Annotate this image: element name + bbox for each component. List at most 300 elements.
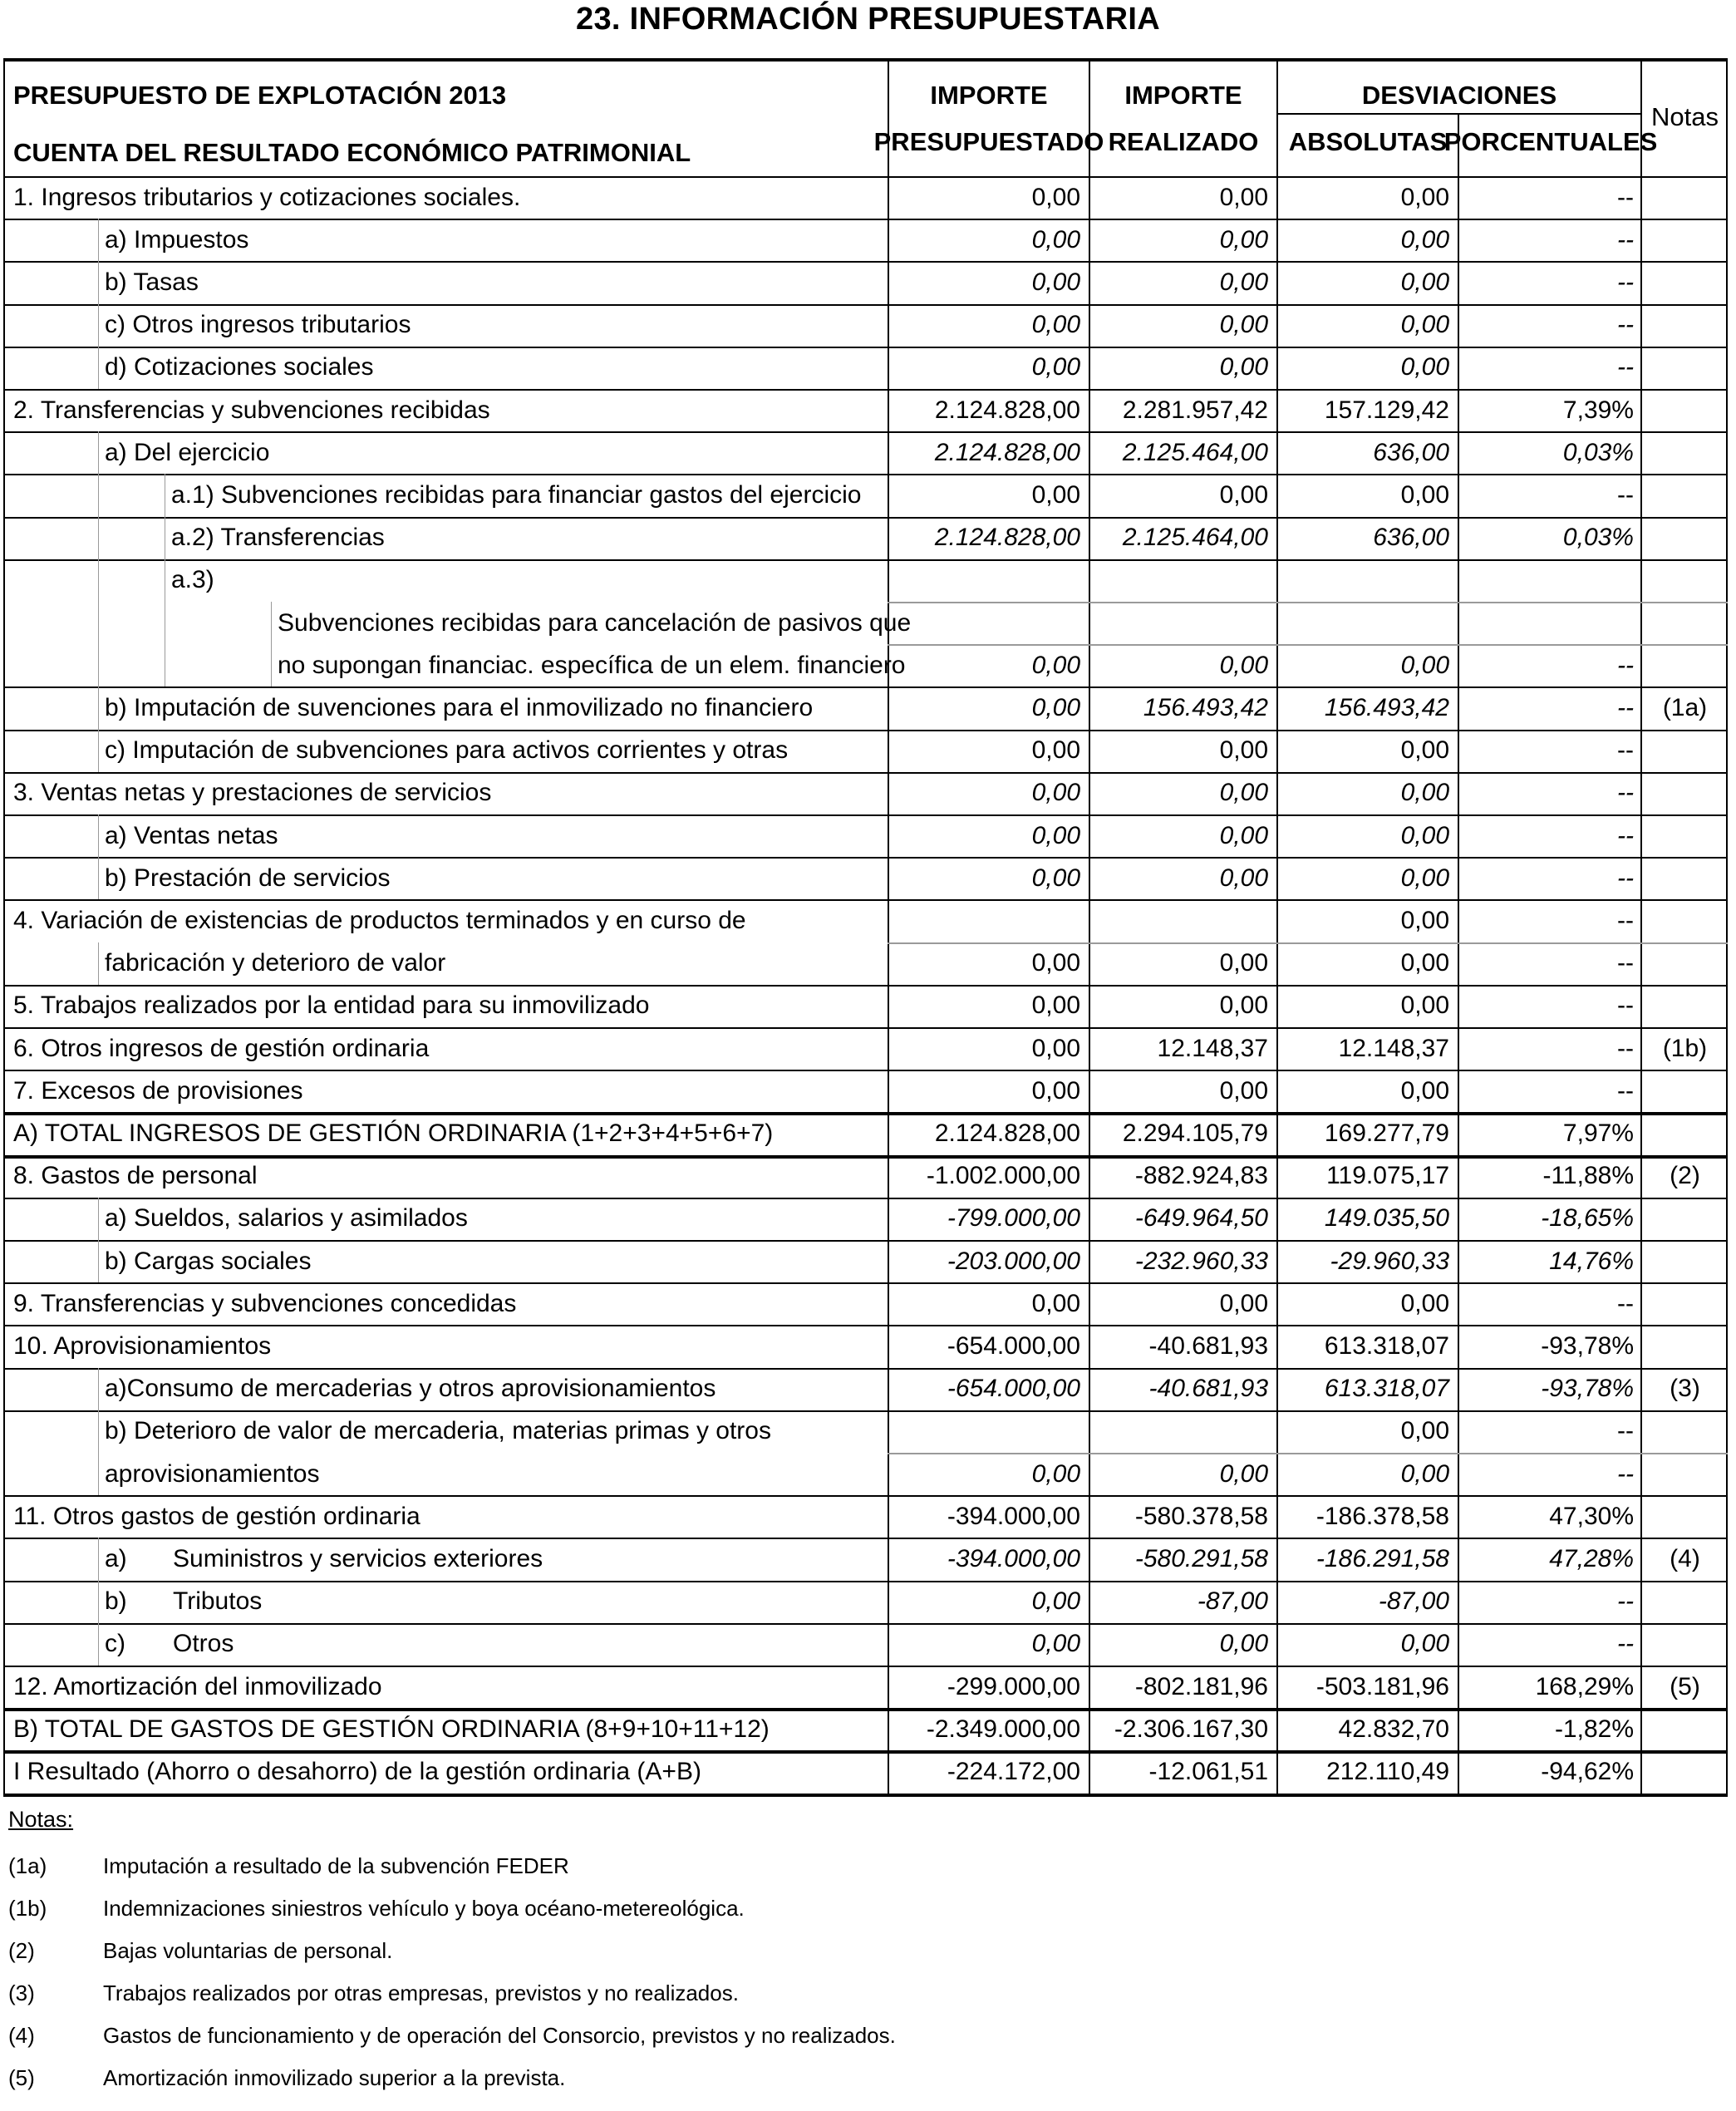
cell-porcentuales [1459, 602, 1642, 644]
cell-absolutas: 0,00 [1400, 906, 1449, 934]
cell-presupuestado: -224.172,00 [947, 1757, 1080, 1785]
cell-realizado: -802.181,96 [1134, 1672, 1268, 1700]
cell-absolutas: 0,00 [1400, 1076, 1449, 1105]
grid-line [98, 559, 99, 602]
cell-realizado: -232.960,33 [1134, 1247, 1268, 1275]
grid-line [271, 602, 272, 644]
row-label: Subvenciones recibidas para cancelación de pasivos que [278, 608, 912, 637]
row-sublabel: Otros [173, 1630, 234, 1658]
cell-nota [1642, 814, 1728, 857]
cell-realizado [1090, 899, 1276, 942]
cell-nota [1642, 389, 1728, 431]
header-notas: Notas [1651, 101, 1719, 131]
grid-line [3, 686, 1728, 688]
cell-presupuestado: -203.000,00 [947, 1247, 1080, 1275]
row-label: c) [105, 1630, 125, 1658]
grid-line [1640, 58, 1642, 1794]
cell-porcentuales: -- [1617, 651, 1634, 679]
table-row [3, 686, 1728, 729]
cell-realizado: -882.924,83 [1134, 1162, 1268, 1190]
cell-absolutas [1278, 559, 1458, 602]
cell-porcentuales: 168,29% [1535, 1672, 1634, 1700]
cell-porcentuales: -- [1617, 480, 1634, 509]
row-label: c) Otros ingresos tributarios [105, 311, 411, 339]
table-row [3, 1027, 1728, 1070]
cell-nota [1642, 347, 1728, 389]
cell-porcentuales: 47,28% [1549, 1544, 1634, 1572]
row-label: 4. Variación de existencias de productos terminados y en curso de [13, 906, 746, 934]
grid-line [3, 1070, 1728, 1071]
cell-porcentuales: -- [1617, 693, 1634, 721]
table-row [3, 1708, 1728, 1750]
table-row [3, 814, 1728, 857]
row-label: 1. Ingresos tributarios y cotizaciones sociales. [13, 183, 521, 211]
cell-nota [1642, 1750, 1728, 1793]
cell-nota [1642, 899, 1728, 942]
cell-presupuestado: 0,00 [1031, 651, 1080, 679]
grid-line [3, 1155, 1728, 1159]
table-row [3, 1453, 1728, 1495]
cell-nota [1642, 1410, 1728, 1453]
grid-line [98, 1538, 99, 1580]
cell-absolutas: 636,00 [1373, 524, 1449, 552]
cell-realizado: 0,00 [1219, 183, 1268, 211]
note-item [5, 1894, 1717, 1922]
cell-porcentuales: -18,65% [1541, 1204, 1634, 1233]
table-bottom-border [3, 1794, 1728, 1797]
note-text: Amortización inmovilizado superior a la prevista. [103, 2064, 566, 2090]
grid-line [98, 644, 99, 686]
cell-absolutas: 0,00 [1400, 1417, 1449, 1445]
cell-nota [1642, 474, 1728, 516]
cell-presupuestado: -799.000,00 [947, 1204, 1080, 1233]
row-label: a.1) Subvenciones recibidas para financiar gastos del ejercicio [171, 480, 862, 509]
row-label: b) [105, 1587, 127, 1616]
cell-presupuestado [889, 1410, 1089, 1453]
cell-presupuestado: 0,00 [1031, 693, 1080, 721]
cell-presupuestado: 0,00 [1031, 736, 1080, 765]
grid-line [3, 1325, 1728, 1326]
cell-absolutas: 0,00 [1400, 992, 1449, 1020]
cell-realizado: 0,00 [1219, 1076, 1268, 1105]
note-text: Trabajos realizados por otras empresas, previstos y no realizados. [103, 1980, 739, 2005]
cell-realizado: -87,00 [1197, 1587, 1268, 1616]
cell-nota [1642, 261, 1728, 303]
table-row [3, 517, 1728, 559]
header-importe-1: IMPORTE [930, 80, 1048, 110]
grid-line [3, 1240, 1728, 1242]
header-absolutas: ABSOLUTAS [1288, 126, 1448, 156]
cell-nota [1642, 857, 1728, 899]
cell-nota [1642, 772, 1728, 814]
table-row [3, 644, 1728, 686]
cell-nota: (5) [1670, 1672, 1700, 1700]
cell-presupuestado: 0,00 [1031, 864, 1080, 892]
cell-porcentuales: 7,97% [1562, 1119, 1634, 1147]
cell-presupuestado: -2.349.000,00 [926, 1715, 1080, 1743]
cell-absolutas: 212.110,49 [1326, 1757, 1449, 1785]
table-row [3, 474, 1728, 516]
cell-nota [1642, 1112, 1728, 1154]
cell-realizado: -2.306.167,30 [1114, 1715, 1268, 1743]
cell-presupuestado: 0,00 [1031, 949, 1080, 977]
grid-line [3, 1538, 1728, 1539]
cell-presupuestado: -299.000,00 [947, 1672, 1080, 1700]
grid-line [98, 1581, 99, 1623]
grid-line [3, 814, 1728, 816]
cell-porcentuales: -- [1617, 864, 1634, 892]
note-code: (1a) [8, 1853, 47, 1878]
cell-porcentuales: -- [1617, 1034, 1634, 1062]
cell-absolutas: 0,00 [1400, 225, 1449, 253]
table-row [3, 347, 1728, 389]
cell-porcentuales: -- [1617, 1417, 1634, 1445]
grid-line [98, 730, 99, 772]
grid-line [98, 1453, 99, 1495]
cell-porcentuales: -93,78% [1541, 1375, 1634, 1403]
cell-porcentuales: -- [1617, 906, 1634, 934]
cell-porcentuales: -- [1617, 1630, 1634, 1658]
cell-absolutas: 42.832,70 [1338, 1715, 1449, 1743]
note-code: (2) [8, 1937, 35, 1963]
table-row [3, 1070, 1728, 1112]
cell-porcentuales: -94,62% [1541, 1757, 1634, 1785]
cell-porcentuales: -- [1617, 353, 1634, 381]
cell-realizado: -580.378,58 [1134, 1502, 1268, 1530]
row-label: d) Cotizaciones sociales [105, 353, 374, 381]
cell-presupuestado: 0,00 [1031, 268, 1080, 296]
row-label: fabricación y deterioro de valor [105, 949, 446, 977]
grid-line [98, 1240, 99, 1282]
row-label: a.2) Transferencias [171, 524, 385, 552]
cell-realizado: 0,00 [1219, 1630, 1268, 1658]
budget-table [3, 58, 1728, 1792]
table-row [3, 176, 1728, 219]
table-row [3, 1581, 1728, 1623]
cell-presupuestado: 0,00 [1031, 992, 1080, 1020]
cell-presupuestado: 0,00 [1031, 183, 1080, 211]
header-importe-2: IMPORTE [1124, 80, 1242, 110]
cell-absolutas: -186.378,58 [1316, 1502, 1449, 1530]
table-row [3, 942, 1728, 985]
grid-line [3, 431, 1728, 433]
cell-realizado: 0,00 [1219, 225, 1268, 253]
table-row [3, 1666, 1728, 1708]
row-label: b) Deterioro de valor de mercaderia, materias primas y otros [105, 1417, 771, 1445]
table-row [3, 1240, 1728, 1282]
row-label: A) TOTAL INGRESOS DE GESTIÓN ORDINARIA (1+2+3+4+5+6+7) [13, 1119, 774, 1147]
grid-line [3, 517, 1728, 519]
cell-realizado: 0,00 [1219, 1289, 1268, 1317]
row-label: 3. Ventas netas y prestaciones de servicios [13, 779, 492, 807]
grid-line [888, 602, 1728, 603]
cell-realizado: 0,00 [1219, 821, 1268, 849]
cell-porcentuales: -- [1617, 1587, 1634, 1616]
row-label: a) Ventas netas [105, 821, 278, 849]
cell-realizado: -40.681,93 [1148, 1375, 1268, 1403]
cell-nota [1642, 602, 1728, 644]
cell-nota: (3) [1670, 1375, 1700, 1403]
grid-line [98, 474, 99, 516]
cell-presupuestado: -654.000,00 [947, 1331, 1080, 1360]
grid-line [888, 942, 1728, 944]
cell-absolutas: 0,00 [1400, 353, 1449, 381]
row-label: 5. Trabajos realizados por la entidad para su inmovilizado [13, 992, 650, 1020]
cell-presupuestado: 0,00 [1031, 1587, 1080, 1616]
table-row [3, 985, 1728, 1027]
cell-nota [1642, 1240, 1728, 1282]
header-presupuestado: PRESUPUESTADO [873, 126, 1104, 156]
cell-presupuestado: 0,00 [1031, 225, 1080, 253]
grid-line [98, 942, 99, 985]
table-row [3, 304, 1728, 347]
cell-realizado: 0,00 [1219, 353, 1268, 381]
note-item [5, 1852, 1717, 1880]
row-label: a) Del ejercicio [105, 438, 270, 466]
grid-line [888, 644, 1728, 646]
cell-presupuestado: 0,00 [1031, 1289, 1080, 1317]
grid-line [3, 559, 1728, 561]
cell-absolutas: 0,00 [1400, 779, 1449, 807]
cell-absolutas: 0,00 [1400, 949, 1449, 977]
table-row [3, 219, 1728, 261]
row-label: c) Imputación de subvenciones para activos corrientes y otras [105, 736, 789, 765]
cell-nota [1642, 219, 1728, 261]
cell-nota [1642, 1070, 1728, 1112]
cell-presupuestado: 0,00 [1031, 1630, 1080, 1658]
cell-porcentuales: -93,78% [1541, 1331, 1634, 1360]
table-row [3, 389, 1728, 431]
grid-line [98, 304, 99, 347]
cell-presupuestado: -654.000,00 [947, 1375, 1080, 1403]
grid-line [3, 261, 1728, 263]
header-porcentuales: PORCENTUALES [1443, 126, 1658, 156]
grid-line [3, 1581, 1728, 1582]
grid-line [888, 1453, 1728, 1454]
cell-porcentuales: 0,03% [1562, 524, 1634, 552]
grid-line [98, 857, 99, 899]
grid-line [3, 1666, 1728, 1667]
cell-absolutas: 119.075,17 [1326, 1162, 1449, 1190]
cell-realizado: 156.493,42 [1143, 693, 1268, 721]
grid-line [98, 261, 99, 303]
cell-absolutas: 0,00 [1400, 268, 1449, 296]
cell-presupuestado: 0,00 [1031, 1459, 1080, 1488]
grid-line [3, 1410, 1728, 1412]
cell-nota [1642, 1708, 1728, 1750]
row-label: I Resultado (Ahorro o desahorro) de la gestión ordinaria (A+B) [13, 1757, 701, 1785]
row-label: b) Cargas sociales [105, 1247, 312, 1275]
grid-line [3, 389, 1728, 391]
cell-realizado: 0,00 [1219, 651, 1268, 679]
grid-line [3, 474, 1728, 475]
cell-absolutas: 157.129,42 [1324, 396, 1449, 424]
grid-line [3, 1112, 1728, 1115]
cell-presupuestado: 2.124.828,00 [934, 438, 1080, 466]
cell-realizado: 2.281.957,42 [1122, 396, 1268, 424]
row-label: a) Impuestos [105, 225, 249, 253]
cell-absolutas: 0,00 [1400, 736, 1449, 765]
table-right-border [1726, 58, 1728, 1794]
cell-absolutas: 149.035,50 [1324, 1204, 1449, 1233]
cell-absolutas: -186.291,58 [1316, 1544, 1449, 1572]
cell-realizado: -649.964,50 [1134, 1204, 1268, 1233]
cell-realizado [1090, 602, 1276, 644]
cell-nota [1642, 730, 1728, 772]
cell-porcentuales: -- [1617, 183, 1634, 211]
grid-line [98, 1368, 99, 1410]
table-row [3, 1325, 1728, 1367]
grid-line [3, 730, 1728, 731]
cell-absolutas: 0,00 [1400, 480, 1449, 509]
row-label: b) Tasas [105, 268, 199, 296]
table-row [3, 1538, 1728, 1580]
row-label: no supongan financiac. específica de un elem. financiero [278, 651, 906, 679]
grid-line [98, 1198, 99, 1240]
cell-presupuestado: 2.124.828,00 [934, 396, 1080, 424]
cell-absolutas: 0,00 [1400, 311, 1449, 339]
table-row [3, 1623, 1728, 1666]
grid-line [3, 347, 1728, 348]
table-row [3, 431, 1728, 474]
cell-presupuestado: -394.000,00 [947, 1502, 1080, 1530]
note-code: (3) [8, 1980, 35, 2005]
cell-realizado: 12.148,37 [1157, 1034, 1268, 1062]
note-code: (1b) [8, 1895, 47, 1921]
cell-presupuestado: 0,00 [1031, 353, 1080, 381]
table-left-border [3, 58, 5, 1794]
header-line2: CUENTA DEL RESULTADO ECONÓMICO PATRIMONIAL [13, 137, 691, 167]
cell-realizado: 2.125.464,00 [1122, 524, 1268, 552]
cell-presupuestado: 2.124.828,00 [934, 524, 1080, 552]
table-row [3, 730, 1728, 772]
cell-presupuestado: 0,00 [1031, 779, 1080, 807]
grid-line [98, 431, 99, 474]
page-title: 23. INFORMACIÓN PRESUPUESTARIA [576, 2, 1160, 37]
grid-line [98, 1623, 99, 1666]
cell-realizado: 0,00 [1219, 311, 1268, 339]
table-top-border [3, 58, 1728, 62]
cell-realizado: 2.125.464,00 [1122, 438, 1268, 466]
cell-nota: (2) [1670, 1162, 1700, 1190]
row-label: 8. Gastos de personal [13, 1162, 258, 1190]
cell-nota [1642, 1325, 1728, 1367]
table-row [3, 1155, 1728, 1198]
cell-porcentuales: -- [1617, 821, 1634, 849]
note-text: Bajas voluntarias de personal. [103, 1937, 393, 1963]
note-code: (5) [8, 2064, 35, 2090]
cell-absolutas: 169.277,79 [1324, 1119, 1449, 1147]
note-text: Indemnizaciones siniestros vehículo y boya océano-metereológica. [103, 1895, 745, 1921]
cell-presupuestado: -394.000,00 [947, 1544, 1080, 1572]
header-line1: PRESUPUESTO DE EXPLOTACIÓN 2013 [13, 80, 507, 110]
cell-absolutas: -29.960,33 [1330, 1247, 1449, 1275]
grid-line [3, 857, 1728, 859]
cell-presupuestado [889, 559, 1089, 602]
grid-line [3, 772, 1728, 774]
table-row [3, 559, 1728, 602]
table-row [3, 1410, 1728, 1453]
row-label: 12. Amortización del inmovilizado [13, 1672, 382, 1700]
note-item [5, 2021, 1717, 2049]
cell-nota [1642, 985, 1728, 1027]
grid-line [3, 1198, 1728, 1199]
cell-realizado: 0,00 [1219, 1459, 1268, 1488]
cell-nota [1642, 559, 1728, 602]
row-label: a) [105, 1544, 127, 1572]
cell-realizado [1090, 559, 1276, 602]
cell-realizado: 0,00 [1219, 992, 1268, 1020]
table-row [3, 1112, 1728, 1154]
cell-absolutas: 0,00 [1400, 1289, 1449, 1317]
table-row [3, 1282, 1728, 1325]
cell-absolutas [1278, 602, 1458, 644]
row-sublabel: Suministros y servicios exteriores [173, 1544, 543, 1572]
cell-absolutas: 636,00 [1373, 438, 1449, 466]
cell-porcentuales: -- [1617, 736, 1634, 765]
cell-presupuestado [889, 602, 1089, 644]
grid-line [1089, 58, 1090, 1794]
cell-absolutas: 0,00 [1400, 1459, 1449, 1488]
cell-realizado: 0,00 [1219, 779, 1268, 807]
grid-line [3, 304, 1728, 306]
cell-nota [1642, 517, 1728, 559]
cell-porcentuales [1459, 559, 1642, 602]
note-code: (4) [8, 2022, 35, 2048]
cell-absolutas: -503.181,96 [1316, 1672, 1449, 1700]
row-label: aprovisionamientos [105, 1459, 320, 1488]
cell-nota [1642, 431, 1728, 474]
cell-realizado: -12.061,51 [1148, 1757, 1268, 1785]
row-label: b) Prestación de servicios [105, 864, 391, 892]
cell-absolutas: 613.318,07 [1324, 1331, 1449, 1360]
cell-porcentuales: -- [1617, 1289, 1634, 1317]
cell-porcentuales: -- [1617, 1459, 1634, 1488]
grid-line [888, 58, 889, 1794]
grid-line [98, 219, 99, 261]
cell-absolutas: 12.148,37 [1338, 1034, 1449, 1062]
cell-porcentuales: -- [1617, 1076, 1634, 1105]
row-sublabel: Tributos [173, 1587, 263, 1616]
grid-line [3, 1282, 1728, 1284]
cell-realizado: 0,00 [1219, 736, 1268, 765]
cell-presupuestado: 2.124.828,00 [934, 1119, 1080, 1147]
header-bottom-border [3, 176, 1728, 178]
row-label: 11. Otros gastos de gestión ordinaria [13, 1502, 420, 1530]
cell-realizado [1090, 1410, 1276, 1453]
cell-porcentuales: 47,30% [1549, 1502, 1634, 1530]
cell-absolutas: 0,00 [1400, 821, 1449, 849]
cell-absolutas: 0,00 [1400, 864, 1449, 892]
row-label: a) Sueldos, salarios y asimilados [105, 1204, 468, 1233]
row-label: 9. Transferencias y subvenciones concedidas [13, 1289, 517, 1317]
grid-line [98, 686, 99, 729]
row-label: 7. Excesos de provisiones [13, 1076, 303, 1105]
cell-nota [1642, 644, 1728, 686]
cell-porcentuales: 7,39% [1562, 396, 1634, 424]
table-row [3, 1198, 1728, 1240]
grid-line [98, 1410, 99, 1453]
table-row [3, 899, 1728, 942]
grid-line [3, 219, 1728, 220]
row-label: 2. Transferencias y subvenciones recibidas [13, 396, 490, 424]
row-label: 10. Aprovisionamientos [13, 1331, 272, 1360]
cell-absolutas: 0,00 [1400, 1630, 1449, 1658]
cell-presupuestado: 0,00 [1031, 821, 1080, 849]
cell-absolutas: -87,00 [1378, 1587, 1449, 1616]
cell-nota: (4) [1670, 1544, 1700, 1572]
grid-line [98, 814, 99, 857]
